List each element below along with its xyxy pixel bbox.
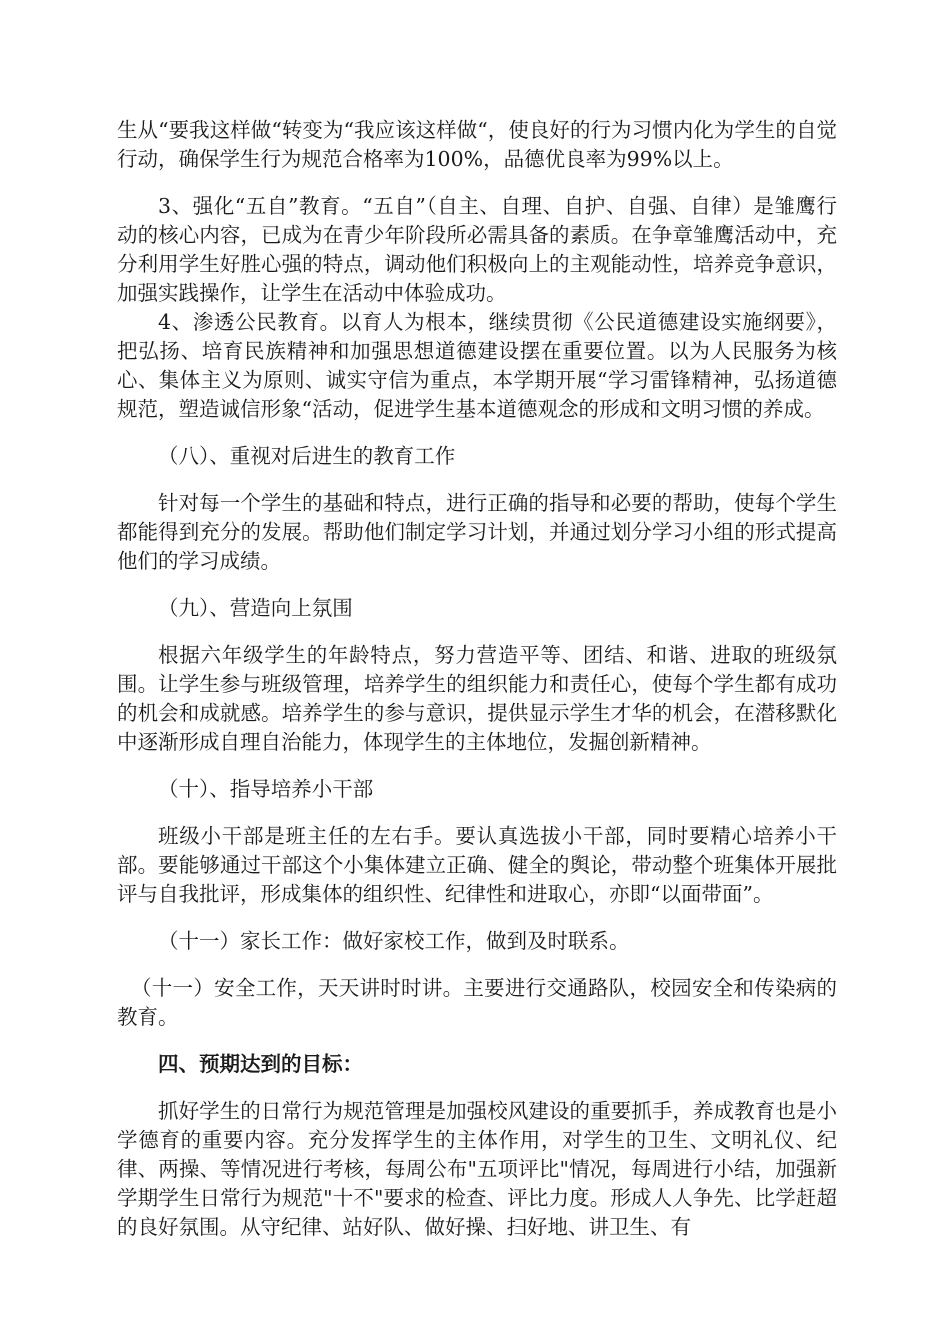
section-heading-10: （十）、指导培养小干部 <box>158 777 374 801</box>
section-heading-11-parents: （十一）家长工作：做好家校工作，做到及时联系。 <box>158 929 630 953</box>
document-page <box>117 116 837 1242</box>
paragraph-underachievers: 针对每一个学生的基础和特点，进行正确的指导和必要的帮助，使每个学生都能得到充分的发展。帮助他们制定学习计划，并通过划分学习小组的形式提高他们的学习成绩。 <box>117 491 837 573</box>
section-heading-11-safety: （十一）安全工作，天天讲时时讲。主要进行交通路队，校园安全和传染病的教育。 <box>117 976 837 1029</box>
paragraph-civic-education: 4、渗透公民教育。以育人为根本，继续贯彻《公民道德建设实施纲要》，把弘扬、培育民族精神和加强思想道德建设摆在重要位置。以为人民服务为核心、集体主义为原则、诚实守信为重点，本学期开展“学习雷锋精神，弘扬道德规范，塑造诚信形象“活动，促进学生基本道德观念的形成和文明习惯的养成。 <box>117 310 837 421</box>
paragraph-five-self-education: 3、强化“五自”教育。“五自”（自主、自理、自护、自强、自律）是雏鹰行动的核心内容，已成为在青少年阶段所必需具备的素质。在争章雏鹰活动中，充分利用学生好胜心强的特点，调动他们积极向上的主观能动性，培养竞争意识，加强实践操作，让学生在活动中体验成功。 <box>117 194 837 305</box>
paragraph-class-cadres: 班级小干部是班主任的左右手。要认真选拔小干部，同时要精心培养小干部。要能够通过干部这个小集体建立正确、健全的舆论，带动整个班集体开展批评与自我批评，形成集体的组织性、纪律性和进取心，亦即“以面带面”。 <box>117 824 837 906</box>
paragraph-atmosphere: 根据六年级学生的年龄特点，努力营造平等、团结、和谐、进取的班级氛围。让学生参与班级管理，培养学生的组织能力和责任心，使每个学生都有成功的机会和成就感。培养学生的参与意识，提供显示学生才华的机会，在潜移默化中逐渐形成自理自治能力，体现学生的主体地位，发掘创新精神。 <box>117 643 837 754</box>
section-heading-9: （九）、营造向上氛围 <box>158 596 353 620</box>
paragraph-continuation: 生从“要我这样做“转变为“我应该这样做“，使良好的行为习惯内化为学生的自觉行动，确保学生行为规范合格率为100%，品德优良率为99%以上。 <box>117 118 837 171</box>
section-heading-4-goals: 四、预期达到的目标： <box>158 1052 363 1076</box>
section-heading-8: （八）、重视对后进生的教育工作 <box>158 444 456 468</box>
paragraph-daily-conduct: 抓好学生的日常行为规范管理是加强校风建设的重要抓手，养成教育也是小学德育的重要内容。充分发挥学生的主体作用，对学生的卫生、文明礼仪、纪律、两操、等情况进行考核，每周公布"五项评比"情况，每周进行小结，加强新学期学生日常行为规范"十不"要求的检查、评比力度。形成人人争先、比学赶超的良好氛围。从守纪律、站好队、做好操、扫好地、讲卫生、有 <box>117 1099 837 1239</box>
